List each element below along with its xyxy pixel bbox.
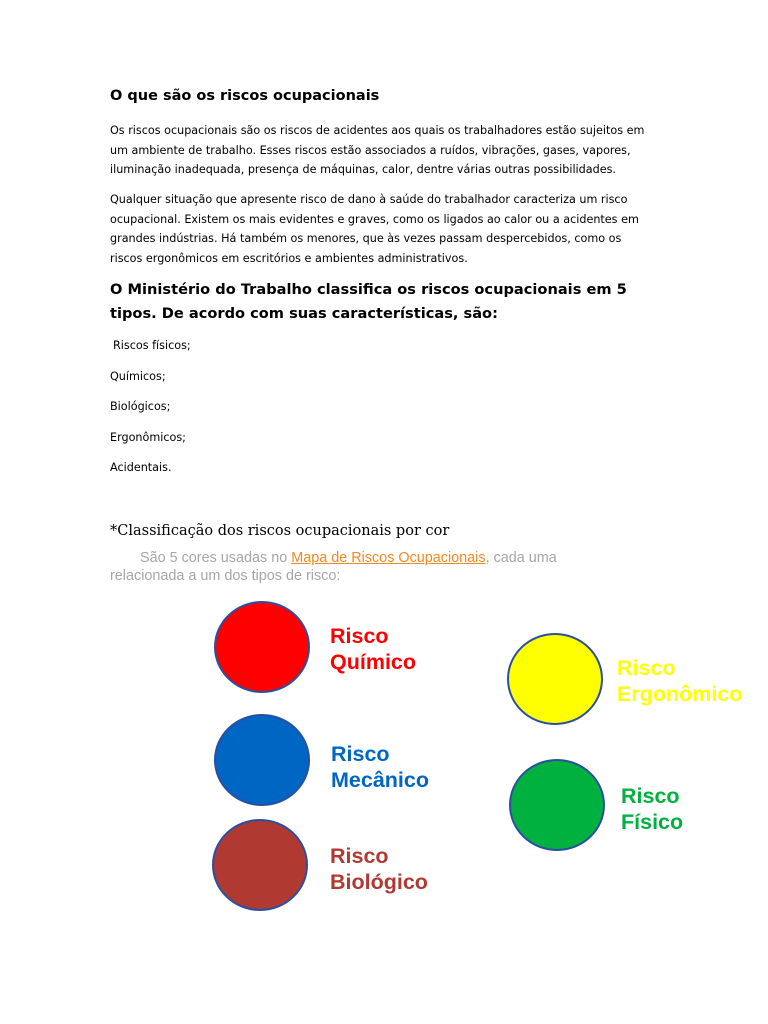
classification-heading: O Ministério do Trabalho classifica os riscos ocupacionais em 5 tipos. De acordo com suas características, são: — [110, 281, 627, 322]
legend-label-line2: Físico — [621, 810, 684, 834]
red-circle-icon — [214, 601, 310, 693]
list-item: Riscos físicos; — [113, 339, 191, 352]
risk-type-list — [110, 338, 191, 491]
blue-circle-icon — [214, 714, 310, 806]
legend-label-quimico — [330, 623, 416, 675]
risk-map-link[interactable]: Mapa de Riscos Ocupacionais — [291, 550, 486, 566]
legend-label-line2: Químico — [330, 650, 417, 674]
list-item: Biológicos; — [110, 400, 171, 413]
legend-label-line2: Mecânico — [331, 768, 429, 792]
list-item: Químicos; — [110, 369, 166, 383]
color-classification-caption: *Classificação dos riscos ocupacionais por cor — [110, 523, 450, 539]
color-map-intro — [110, 549, 630, 585]
paragraph-definition: Os riscos ocupacionais são os riscos de acidentes aos quais os trabalhadores estão sujeitos em um ambiente de trabalho. Esses riscos estão associados a ruídos, vibrações, gases, vapores, iluminação inadequada, presença de máquinas, calor, dentre várias outras possibilidades. — [110, 124, 645, 176]
legend-label-line2: Biológico — [330, 870, 428, 894]
legend-label-line1: Risco — [330, 844, 389, 868]
yellow-circle-icon — [507, 633, 603, 725]
legend-label-ergonomico — [617, 655, 742, 707]
legend-label-line1: Risco — [621, 784, 680, 808]
intro-text-before: São 5 cores usadas no — [140, 550, 292, 566]
legend-label-line1: Risco — [331, 742, 390, 766]
list-item: Acidentais. — [110, 461, 172, 474]
brown-circle-icon — [212, 819, 308, 911]
legend-label-line1: Risco — [617, 656, 676, 680]
intro-text-after: , cada uma relacionada a um dos tipos de risco: — [110, 550, 557, 584]
list-item: Ergonômicos; — [110, 430, 186, 444]
paragraph-situation: Qualquer situação que apresente risco de dano à saúde do trabalhador caracteriza um risco ocupacional. Existem os mais evidentes e graves, como os ligados ao calor ou a acidentes em grandes indústrias. Há também os menores, que às vezes passam despercebidos, como os riscos ergonômicos em escritórios e ambientes administrativos. — [110, 193, 639, 265]
legend-label-biologico — [330, 843, 428, 895]
green-circle-icon — [509, 759, 605, 851]
section-heading: O que são os riscos ocupacionais — [110, 88, 380, 104]
legend-label-mecanico — [331, 741, 429, 793]
legend-label-line2: Ergonômico — [617, 682, 743, 706]
legend-label-fisico — [621, 783, 683, 835]
legend-label-line1: Risco — [330, 624, 389, 648]
